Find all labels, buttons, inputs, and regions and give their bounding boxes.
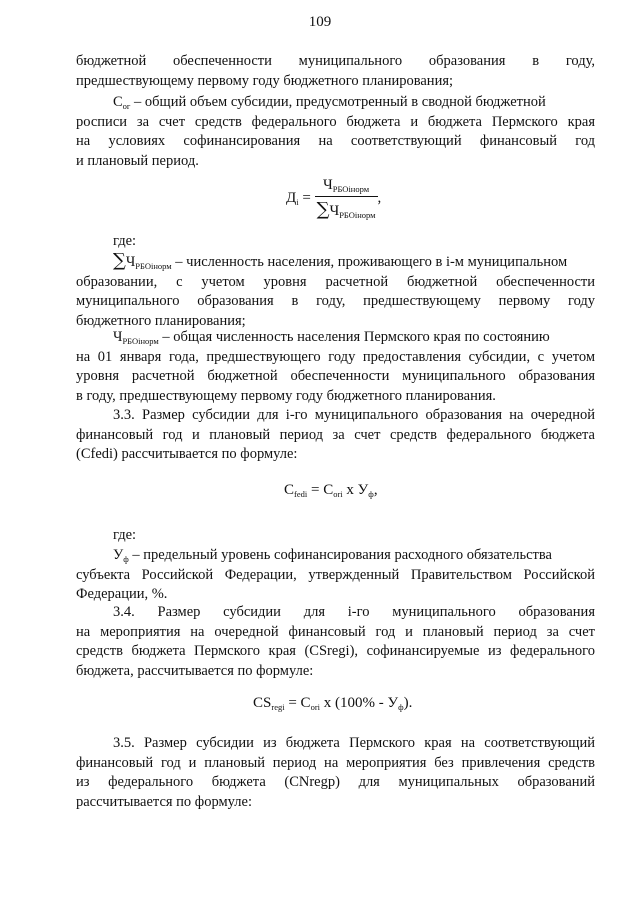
text-line: муниципального образования в году, предшествующему первому году (76, 293, 596, 310)
text-line: средств бюджета Пермского края (CSregi), софинансируемые из федерального (76, 643, 595, 660)
symbol-u: $У_ф$ (113, 547, 129, 564)
text-line: финансовый год и плановый период за счет средств федерального бюджета (76, 426, 595, 443)
text-line: на мероприятия на очередной финансовый год и плановый период за счет (76, 623, 595, 640)
text-line: из федерального бюджета (CNregр) для муниципальных образований (76, 774, 596, 791)
text-line: на 01 января года, предшествующего году предоставления субсидии, с учетом (76, 348, 595, 365)
text-line: $С_{ог}$ – общий объем субсидии, предусмотренный в сводной бюджетной (113, 94, 546, 111)
page-number: 109 (308, 14, 332, 30)
text-line: на условиях софинансирования на соответствующий финансовый год (76, 133, 596, 150)
paragraph-ch-definition (76, 328, 595, 406)
symbol-sum-ch: $\sum Ч_{РБОiнорм}$ (113, 250, 172, 271)
text-line: Федерации, %. (76, 586, 168, 603)
formula-cfedi: $C_{fedi} = C_{ori}$ х $У_ф$, (284, 482, 378, 499)
text-line: 3.4. Размер субсидии для i-го муниципального образования (113, 604, 595, 620)
text-line: предшествующему первому году бюджетного планирования; (76, 72, 454, 89)
text-line: бюджетного планирования; (76, 312, 246, 329)
text-line: образовании, с учетом уровня расчетной бюджетной обеспеченности (76, 273, 596, 290)
paragraph-3-5 (76, 734, 595, 812)
where-label: где: (113, 527, 137, 543)
where-label: где: (113, 233, 137, 249)
paragraph-cog-definition (76, 93, 595, 171)
text-line: в году, предшествующему первому году бюджетного планирования. (76, 387, 496, 404)
text-line: финансовый год и плановый период на мероприятия без привлечения средств (76, 754, 595, 771)
text-line: $Ч_{РБОiнорм}$ – общая численность населения Пермского края по состоянию (113, 329, 550, 346)
text-line: бюджета, рассчитывается по формуле: (76, 662, 314, 679)
formula-di: $Д_i$ = $\frac{Ч_{РБОiнорм}}{\sum Ч_{РБОiнорм}}$ , (286, 177, 382, 220)
symbol-ch: $Ч_{РБОiнорм}$ (113, 329, 159, 346)
formula-fraction: $\frac{Ч_{РБОiнорм}}{\sum Ч_{РБОiнорм}}$ (316, 177, 376, 220)
text-line: субъекта Российской Федерации, утвержденный Правительством Российской (76, 566, 595, 583)
paragraph-3-3 (76, 406, 595, 465)
text-line: уровня расчетной бюджетной обеспеченности муниципального образования (76, 368, 595, 385)
text-line: $\sum Ч_{РБОiнорм}$ – численность населения, проживающего в i-м муниципальном (113, 250, 568, 271)
paragraph-3-4 (76, 603, 595, 681)
text-line: $У_ф$ – предельный уровень софинансирования расходного обязательства (113, 547, 552, 564)
text-line: росписи за счет средств федерального бюджета и бюджета Пермского края (76, 113, 595, 130)
paragraph-budget-provision (76, 52, 595, 91)
symbol-cog: $С_{ог}$ (113, 94, 131, 111)
text-line: 3.3. Размер субсидии для i-го муниципального образования на очередной (113, 407, 595, 423)
text-line: 3.5. Размер субсидии из бюджета Пермского края на соответствующий (113, 735, 595, 751)
paragraph-u-definition (76, 546, 595, 605)
text-line: (Cfedi) рассчитывается по формуле: (76, 446, 298, 463)
text-line: бюджетной обеспеченности муниципального образования в году, (76, 53, 596, 69)
paragraph-sum-definition (76, 251, 595, 331)
formula-csregi: $CS_{regi} = C_{ori}$ х $(100\% - У_ф)$. (253, 695, 413, 712)
text-line: рассчитывается по формуле: (76, 793, 252, 810)
text-line: и плановый период. (76, 152, 199, 169)
